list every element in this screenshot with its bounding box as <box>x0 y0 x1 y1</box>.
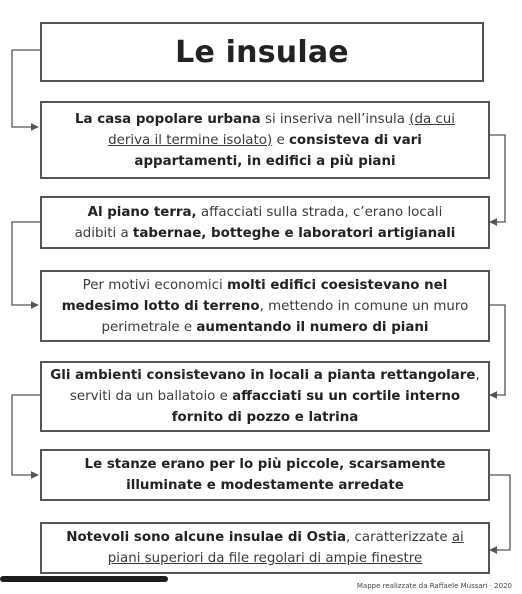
bold-text: Le stanze erano per lo più piccole, scarsamente <box>84 457 446 472</box>
bold-text: medesimo lotto di terreno <box>61 298 260 314</box>
box-line <box>70 386 460 407</box>
info-box-6 <box>40 522 490 574</box>
text-segment: perimetrale e <box>101 319 197 335</box>
bold-text: illuminate e modestamente arredate <box>126 478 404 493</box>
credit-text: Mappe realizzate da Raffaele Mussari · 2020 <box>356 582 512 590</box>
box-line <box>62 296 469 317</box>
text-segment: affacciati sulla strada, c’erano locali <box>196 204 443 220</box>
bold-text: La casa popolare urbana <box>74 111 261 127</box>
bold-text: Gli ambienti consistevano in locali a pianta rettangolare <box>50 368 476 383</box>
bold-text: molti edifici coesistevano nel <box>226 277 448 293</box>
text-segment: serviti da un ballatoio e <box>69 389 233 404</box>
bold-text: tabernae, botteghe e laboratori artigianali <box>132 225 456 241</box>
connector-box4-to-box5 <box>12 395 40 475</box>
bold-text: fornito di pozzo e latrina <box>171 410 359 425</box>
box-line <box>85 454 446 475</box>
box-line <box>108 130 422 151</box>
text-segment: , mettendo in comune un muro <box>259 298 469 314</box>
box-line <box>83 275 448 296</box>
bold-text: Notevoli sono alcune insulae di Ostia <box>66 530 347 545</box>
box-line <box>108 548 422 569</box>
box-line <box>134 151 395 172</box>
bold-text: aumentando il numero di piani <box>196 319 429 335</box>
horizontal-scrollbar[interactable] <box>0 576 168 582</box>
info-box-4 <box>40 361 490 432</box>
underlined-text: ai <box>451 530 464 545</box>
box-line <box>75 109 455 130</box>
text-segment: , caratterizzate <box>346 530 452 545</box>
connector-title-to-box1 <box>12 50 40 127</box>
bold-text: affacciati su un cortile interno <box>232 389 461 404</box>
underlined-text: (da cui <box>409 111 456 127</box>
text-segment: si inseriva nell’insula <box>260 111 410 127</box>
info-box-2 <box>40 196 490 249</box>
connector-box3-to-box4 <box>490 305 505 395</box>
box-line <box>75 223 456 244</box>
bold-text: appartamenti, in edifici a più piani <box>134 153 396 169</box>
box-line <box>88 202 443 223</box>
text-segment: Per motivi economici <box>82 277 227 293</box>
underlined-text: deriva il termine isolato) <box>108 132 273 148</box>
text-segment: , <box>475 368 480 383</box>
text-segment: adibiti a <box>74 225 133 241</box>
underlined-text: piani superiori da file regolari di ampie finestre <box>107 551 423 566</box>
bold-text: consisteva di vari <box>288 132 422 148</box>
box-line <box>126 475 404 496</box>
box-line <box>66 527 464 548</box>
box-line <box>101 317 428 338</box>
box-line <box>50 365 479 386</box>
bold-text: Al piano terra, <box>87 204 197 220</box>
info-box-1 <box>40 101 490 179</box>
info-box-3 <box>40 270 490 342</box>
title-box <box>40 22 484 82</box>
page-title: Le insulae <box>175 34 349 70</box>
connector-box2-to-box3 <box>12 222 40 305</box>
text-segment: e <box>272 132 289 148</box>
info-box-5 <box>40 449 490 501</box>
connector-box5-to-box6 <box>490 475 510 550</box>
connector-box1-to-box2 <box>490 135 505 222</box>
box-line <box>172 407 359 428</box>
